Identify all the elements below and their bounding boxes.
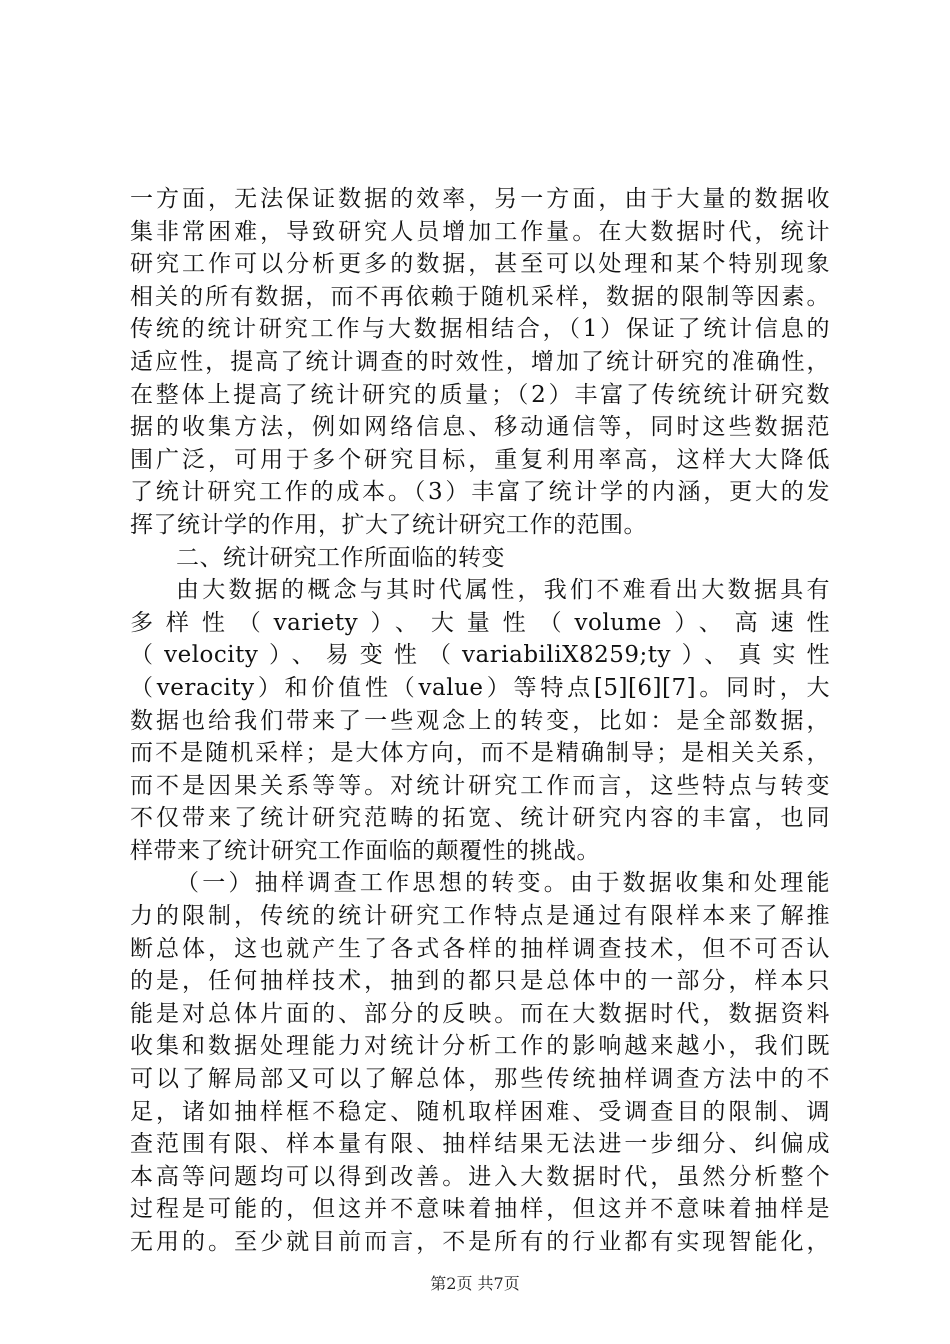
text-line: 研究工作可以分析更多的数据，甚至可以处理和某个特别现象 <box>130 251 830 278</box>
text-line: 的是，任何抽样技术，抽到的都只是总体中的一部分，样本只 <box>130 968 830 995</box>
text-line: 查范围有限、样本量有限、抽样结果无法进一步细分、纠偏成 <box>130 1131 830 1158</box>
text-line: 围广泛，可用于多个研究目标，重复利用率高，这样大大降低 <box>130 446 830 473</box>
text-line: 在整体上提高了统计研究的质量；（2）丰富了传统统计研究数 <box>130 381 830 408</box>
text-line: 数据也给我们带来了一些观念上的转变，比如：是全部数据， <box>130 707 830 734</box>
text-line: 由大数据的概念与其时代属性，我们不难看出大数据具有 <box>176 577 830 604</box>
text-line: （velocity）、易变性（variabiliX8259;ty）、真实性 <box>130 642 830 669</box>
text-line: 过程是可能的，但这并不意味着抽样，但这并不意味着抽样是 <box>130 1196 830 1223</box>
text-line: 收集和数据处理能力对统计分析工作的影响越来越小，我们既 <box>130 1033 830 1060</box>
body-text <box>130 183 830 1259</box>
text-line: 相关的所有数据，而不再依赖于随机采样，数据的限制等因素。 <box>130 283 830 310</box>
text-line: 传统的统计研究工作与大数据相结合，（1）保证了统计信息的 <box>130 316 830 343</box>
text-line: 断总体，这也就产生了各式各样的抽样调查技术，但不可否认 <box>130 935 830 962</box>
text-line: 本高等问题均可以得到改善。进入大数据时代，虽然分析整个 <box>130 1163 830 1190</box>
text-line: 集非常困难，导致研究人员增加工作量。在大数据时代，统计 <box>130 218 830 245</box>
section-heading: 二、统计研究工作所面临的转变 <box>176 544 505 571</box>
text-line: 而不是因果关系等等。对统计研究工作而言，这些特点与转变 <box>130 772 830 799</box>
text-line: 样带来了统计研究工作面临的颠覆性的挑战。 <box>130 837 600 864</box>
text-line: 据的收集方法，例如网络信息、移动通信等，同时这些数据范 <box>130 414 830 441</box>
text-line: 不仅带来了统计研究范畴的拓宽、统计研究内容的丰富，也同 <box>130 805 830 832</box>
text-line: 多样性（variety）、大量性（volume）、高速性 <box>130 609 830 636</box>
text-line: 而不是随机采样；是大体方向，而不是精确制导；是相关关系， <box>130 740 830 767</box>
text-line: 无用的。至少就目前而言，不是所有的行业都有实现智能化， <box>130 1229 830 1255</box>
text-line: 足，诸如抽样框不稳定、随机取样困难、受调查目的限制、调 <box>130 1098 830 1125</box>
text-line: 适应性，提高了统计调查的时效性，增加了统计研究的准确性， <box>130 348 830 375</box>
text-line: 了统计研究工作的成本。（3）丰富了统计学的内涵，更大的发 <box>130 479 830 506</box>
text-line: 能是对总体片面的、部分的反映。而在大数据时代，数据资料 <box>130 1000 830 1027</box>
text-line: 挥了统计学的作用，扩大了统计研究工作的范围。 <box>130 511 647 538</box>
text-line: （一）抽样调查工作思想的转变。由于数据收集和处理能 <box>176 870 830 897</box>
page-footer: 第2页 共7页 <box>430 1274 520 1293</box>
text-line: 力的限制，传统的统计研究工作特点是通过有限样本来了解推 <box>130 903 830 930</box>
text-line: 一方面，无法保证数据的效率，另一方面，由于大量的数据收 <box>130 186 830 212</box>
text-line: 可以了解局部又可以了解总体，那些传统抽样调查方法中的不 <box>130 1066 830 1093</box>
text-line: （veracity）和价值性（value）等特点[5][6][7]。同时，大 <box>130 674 830 701</box>
